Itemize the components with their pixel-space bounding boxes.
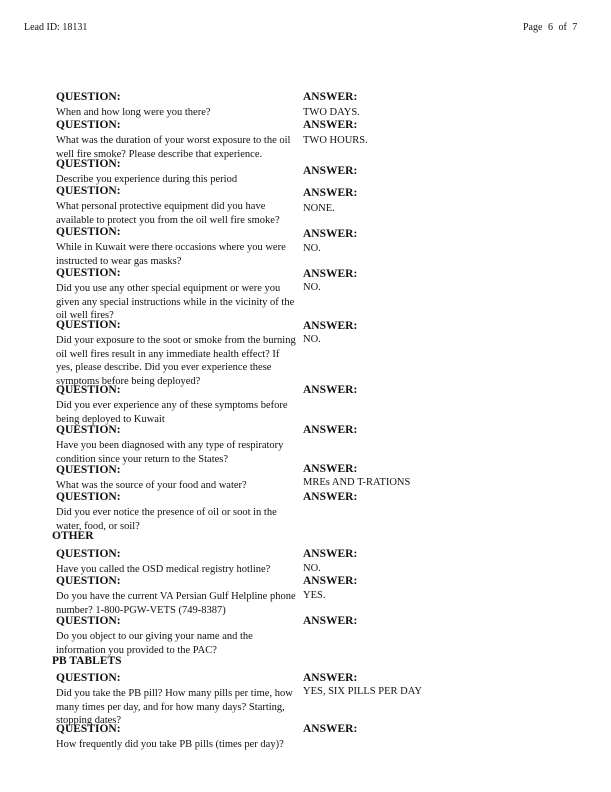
qa-item [56, 423, 596, 466]
question-text: Do you object to our giving your name and the information you provided to the PAC? [56, 631, 253, 656]
question-text: When and how long were you there? [56, 107, 211, 118]
answer-text: NO. [303, 243, 321, 254]
qa-item [56, 90, 596, 120]
answer-text: YES. [303, 590, 326, 601]
answer-label: ANSWER: [303, 320, 358, 332]
answer-text: MREs AND T-RATIONS [303, 477, 411, 488]
question-text: Did you ever experience any of these symptoms before being deployed to Kuwait [56, 400, 288, 425]
question-label: QUESTION: [56, 267, 121, 279]
answer-label: ANSWER: [303, 187, 358, 199]
question-text: Did you take the PB pill? How many pills per time, how many times per day, and for how many days? Starting, stopping dates? [56, 688, 293, 726]
question-label: QUESTION: [56, 615, 121, 627]
question-text: Describe you experience during this period [56, 174, 238, 185]
answer-label: ANSWER: [303, 119, 358, 131]
answer-label: ANSWER: [303, 228, 358, 240]
question-text: Do you have the current VA Persian Gulf Helpline phone number? 1-800-PGW-VETS (749-8387) [56, 591, 296, 616]
section-heading-other: OTHER [52, 530, 94, 542]
answer-text: TWO HOURS. [303, 135, 368, 146]
answer-label: ANSWER: [303, 268, 358, 280]
answer-text: NO. [303, 563, 321, 574]
qa-item [56, 157, 596, 187]
page-number: Page 6 of 7 [523, 22, 578, 33]
answer-label: ANSWER: [303, 723, 358, 735]
question-text: How frequently did you take PB pills (times per day)? [56, 739, 284, 750]
question-label: QUESTION: [56, 119, 121, 131]
section-heading-pb-tablets: PB TABLETS [52, 655, 122, 667]
qa-item [56, 722, 596, 752]
question-label: QUESTION: [56, 319, 121, 331]
answer-text: TWO DAYS. [303, 107, 360, 118]
qa-item [56, 671, 596, 728]
answer-text: YES, SIX PILLS PER DAY [303, 686, 422, 697]
question-label: QUESTION: [56, 384, 121, 396]
qa-item [56, 118, 596, 161]
question-label: QUESTION: [56, 672, 121, 684]
answer-text: NONE. [303, 203, 335, 214]
answer-label: ANSWER: [303, 615, 358, 627]
qa-item [56, 574, 596, 617]
question-text: Did you use any other special equipment or were you given any special instructions while in the vicinity of the oil well fires? [56, 283, 295, 321]
answer-label: ANSWER: [303, 548, 358, 560]
qa-item [56, 490, 596, 533]
question-label: QUESTION: [56, 424, 121, 436]
qa-item [56, 184, 596, 227]
answer-label: ANSWER: [303, 672, 358, 684]
question-text: Have you been diagnosed with any type of respiratory condition since your return to the States? [56, 440, 284, 465]
qa-item [56, 614, 596, 657]
question-label: QUESTION: [56, 548, 121, 560]
answer-label: ANSWER: [303, 91, 358, 103]
question-label: QUESTION: [56, 158, 121, 170]
question-label: QUESTION: [56, 185, 121, 197]
question-label: QUESTION: [56, 91, 121, 103]
answer-label: ANSWER: [303, 424, 358, 436]
qa-item [56, 463, 596, 493]
answer-label: ANSWER: [303, 575, 358, 587]
question-text: Did your exposure to the soot or smoke from the burning oil well fires result in any immediate health effect? If yes, please describe. Did you ever experience these symptoms before being deployed? [56, 335, 296, 387]
question-label: QUESTION: [56, 491, 121, 503]
qa-item [56, 383, 596, 426]
qa-item [56, 547, 596, 577]
answer-label: ANSWER: [303, 463, 358, 475]
question-text: Have you called the OSD medical registry hotline? [56, 564, 271, 575]
qa-item [56, 266, 596, 323]
answer-label: ANSWER: [303, 165, 358, 177]
answer-text: NO. [303, 282, 321, 293]
question-text: What personal protective equipment did you have available to protect you from the oil well fire smoke? [56, 201, 280, 226]
question-label: QUESTION: [56, 464, 121, 476]
question-label: QUESTION: [56, 723, 121, 735]
question-text: What was the source of your food and water? [56, 480, 247, 491]
lead-id: Lead ID: 18131 [24, 22, 88, 33]
question-text: While in Kuwait were there occasions where you were instructed to wear gas masks? [56, 242, 286, 267]
qa-item [56, 225, 596, 268]
question-label: QUESTION: [56, 575, 121, 587]
answer-label: ANSWER: [303, 384, 358, 396]
answer-text: NO. [303, 334, 321, 345]
question-text: Did you ever notice the presence of oil or soot in the water, food, or soil? [56, 507, 277, 532]
qa-item [56, 318, 596, 388]
answer-label: ANSWER: [303, 491, 358, 503]
question-text: What was the duration of your worst exposure to the oil well fire smoke? Please describe that experience. [56, 135, 291, 160]
question-label: QUESTION: [56, 226, 121, 238]
